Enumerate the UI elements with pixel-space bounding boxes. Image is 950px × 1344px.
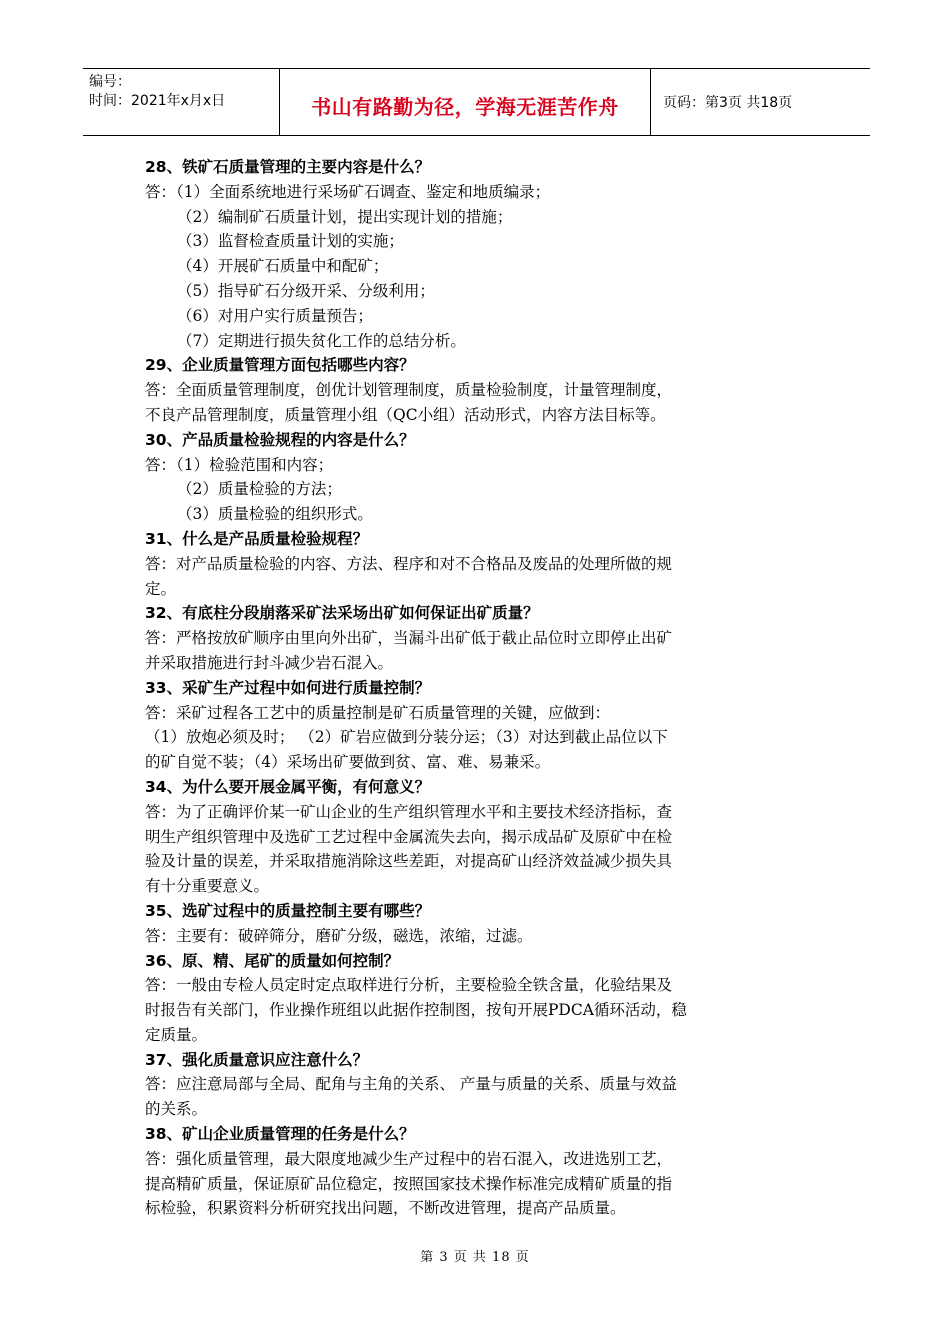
answer-line: 定。 xyxy=(145,579,177,598)
answer-line: （3）质量检验的组织形式。 xyxy=(177,505,373,524)
answer-line: 明生产组织管理中及选矿工艺过程中金属流失去向，揭示成品矿及原矿中在检 xyxy=(145,827,673,846)
qa-content xyxy=(145,155,810,1221)
header-motto-cell xyxy=(279,69,651,135)
question-heading: 28、铁矿石质量管理的主要内容是什么？ xyxy=(145,158,431,176)
answer-line: （4）开展矿石质量中和配矿； xyxy=(177,257,389,276)
question-heading: 37、强化质量意识应注意什么？ xyxy=(145,1050,369,1069)
question-heading: 33、采矿生产过程中如何进行质量控制？ xyxy=(145,678,431,697)
answer-line: 答：应注意局部与全局、配角与主角的关系、 产量与质量的关系、质量与效益 xyxy=(145,1075,677,1094)
header-motto: 书山有路勤为径，学海无涯苦作舟 xyxy=(311,95,619,119)
answer-line: 答：一般由专检人员定时定点取样进行分析，主要检验全铁含量，化验结果及 xyxy=(145,976,673,995)
question-heading: 31、什么是产品质量检验规程？ xyxy=(145,529,369,548)
answer-line: 标检验，积累资料分析研究找出问题，不断改进管理，提高产品质量。 xyxy=(145,1199,626,1218)
page-footer: 第 3 页 共 18 页 xyxy=(420,1250,530,1265)
answer-line: 时报告有关部门，作业操作班组以此据作控制图，按旬开展PDCA循环活动，稳 xyxy=(145,1001,687,1020)
answer-line: （3）监督检查质量计划的实施； xyxy=(177,232,404,251)
answer-line: 答：（1）全面系统地进行采场矿石调查、鉴定和地质编录； xyxy=(145,182,551,201)
answer-line: 有十分重要意义。 xyxy=(145,877,270,896)
answer-line: 的矿自觉不装；（4）采场出矿要做到贫、富、难、易兼采。 xyxy=(145,753,551,772)
answer-line: 答：严格按放矿顺序由里向外出矿，当漏斗出矿低于截止品位时立即停止出矿 xyxy=(145,629,673,648)
answer-line: （7）定期进行损失贫化工作的总结分析。 xyxy=(177,331,466,350)
question-heading: 36、原、精、尾矿的质量如何控制？ xyxy=(145,951,400,970)
answer-line: 答：采矿过程各工艺中的质量控制是矿石质量管理的关键，应做到： xyxy=(145,703,611,722)
question-heading: 32、有底柱分段崩落采矿法采场出矿如何保证出矿质量？ xyxy=(145,604,539,623)
header-left-cell xyxy=(83,69,284,139)
header-time-label: 时间：2021年x月x日 xyxy=(89,93,226,109)
header-page-info: 页码：第3页 共18页 xyxy=(663,95,793,111)
answer-line: 不良产品管理制度，质量管理小组（QC小组）活动形式，内容方法目标等。 xyxy=(145,405,666,424)
question-heading: 38、矿山企业质量管理的任务是什么？ xyxy=(145,1125,415,1144)
page-header xyxy=(83,68,870,136)
answer-line: （2）质量检验的方法； xyxy=(177,480,342,499)
answer-line: 定质量。 xyxy=(145,1025,208,1044)
answer-line: 答：强化质量管理，最大限度地减少生产过程中的岩石混入，改进选别工艺， xyxy=(145,1149,673,1168)
answer-line: 答：为了正确评价某一矿山企业的生产组织管理水平和主要技术经济指标，查 xyxy=(145,802,673,821)
question-heading: 34、为什么要开展金属平衡，有何意义？ xyxy=(145,777,431,796)
answer-line: 提高精矿质量，保证原矿品位稳定，按照国家技术操作标准完成精矿质量的指 xyxy=(145,1174,673,1193)
question-heading: 30、产品质量检验规程的内容是什么？ xyxy=(145,430,415,449)
answer-line: （5）指导矿石分级开采、分级利用； xyxy=(177,281,435,300)
answer-line: （6）对用户实行质量预告； xyxy=(177,306,373,325)
header-number-label: 编号： xyxy=(89,74,131,90)
answer-line: 的关系。 xyxy=(145,1100,208,1119)
answer-line: 答：对产品质量检验的内容、方法、程序和对不合格品及废品的处理所做的规 xyxy=(145,554,673,573)
answer-line: 答：（1）检验范围和内容； xyxy=(145,455,334,474)
answer-line: 答：全面质量管理制度，创优计划管理制度，质量检验制度，计量管理制度， xyxy=(145,381,673,400)
question-heading: 35、选矿过程中的质量控制主要有哪些？ xyxy=(145,901,431,920)
answer-line: （1）放炮必须及时； （2）矿岩应做到分装分运；（3）对达到截止品位以下 xyxy=(145,728,668,747)
answer-line: 验及计量的误差，并采取措施消除这些差距，对提高矿山经济效益减少损失具 xyxy=(145,852,673,871)
answer-line: 答：主要有：破碎筛分，磨矿分级，磁选，浓缩，过滤。 xyxy=(145,926,533,945)
answer-line: 并采取措施进行封斗减少岩石混入。 xyxy=(145,653,394,672)
answer-line: （2）编制矿石质量计划，提出实现计划的措施； xyxy=(177,207,513,226)
question-heading: 29、企业质量管理方面包括哪些内容？ xyxy=(145,356,415,375)
